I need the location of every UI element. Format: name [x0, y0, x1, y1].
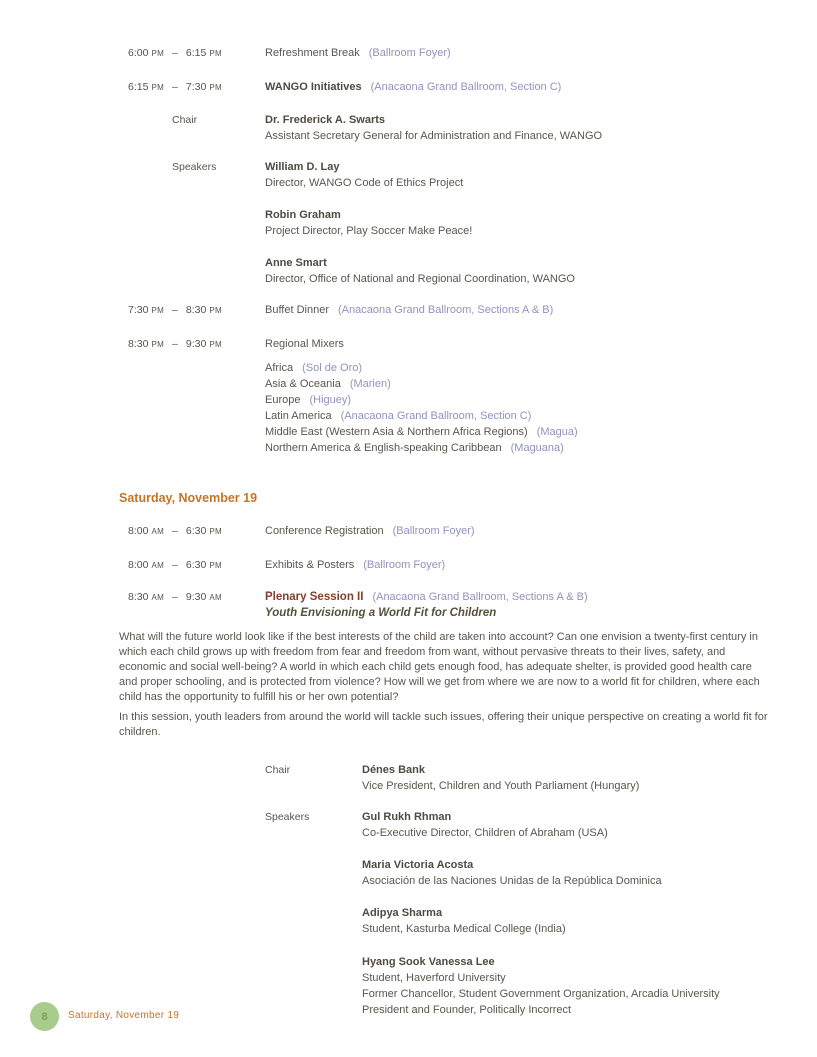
role-label: Speakers: [172, 161, 217, 173]
event-location: (Ballroom Foyer): [363, 559, 446, 571]
speaker-role: Asociación de las Naciones Unidas de la República Dominica: [362, 875, 662, 887]
page-number-badge: [30, 1002, 59, 1031]
schedule-row: [119, 302, 771, 319]
region-name: Africa: [265, 362, 294, 374]
time-start-period: AM: [151, 561, 165, 570]
event-location: (Ballroom Foyer): [368, 47, 451, 59]
section-heading: Saturday, November 19: [119, 491, 258, 505]
chair-row: [119, 762, 771, 794]
event-body: [265, 79, 771, 95]
page-content: [119, 45, 771, 1018]
role-label: Speakers: [265, 811, 310, 823]
time-end: 7:30: [185, 81, 207, 93]
time-separator: –: [172, 559, 178, 571]
region-location: (Anacaona Grand Ballroom, Section C): [340, 410, 532, 422]
person-block: [362, 905, 771, 937]
region-name: Northern America & English-speaking Caribbean: [265, 442, 502, 454]
region-name: Middle East (Western Asia & Northern Africa Regions): [265, 426, 528, 438]
chair-row: [119, 112, 771, 144]
person-block: [265, 207, 771, 239]
time-end-period: PM: [209, 49, 222, 58]
region-location: (Sol de Oro): [302, 362, 363, 374]
speaker-name: Hyang Sook Vanessa Lee: [362, 956, 495, 968]
mixer-item: [265, 392, 771, 408]
person-block: [265, 159, 771, 191]
region-name: Asia & Oceania: [265, 378, 341, 390]
time-end: 8:30: [185, 304, 207, 316]
event-location: (Anacaona Grand Ballroom, Section C): [370, 81, 562, 93]
speaker-row: [119, 159, 771, 191]
time-start: 8:00: [128, 525, 149, 537]
time-end: 6:15: [185, 47, 207, 59]
event-location: (Ballroom Foyer): [392, 525, 475, 537]
event-body: [265, 523, 771, 539]
region-name: Latin America: [265, 410, 332, 422]
time-start: 6:15: [128, 81, 149, 93]
event-title: Refreshment Break: [265, 47, 360, 59]
mixer-item: [265, 360, 771, 376]
time-range: [119, 336, 265, 353]
speaker-role: Student, Haverford University: [362, 972, 506, 984]
event-title: Regional Mixers: [265, 338, 344, 350]
speaker-role: Director, WANGO Code of Ethics Project: [265, 177, 464, 189]
speaker-row: [119, 857, 771, 889]
time-separator: –: [172, 81, 178, 93]
person-block: [362, 809, 771, 841]
time-end-period: AM: [209, 593, 222, 602]
speaker-name: Maria Victoria Acosta: [362, 859, 474, 871]
session-subtitle: Youth Envisioning a World Fit for Children: [265, 607, 497, 619]
event-body: [265, 557, 771, 573]
time-end: 9:30: [185, 591, 207, 603]
time-separator: –: [172, 525, 178, 537]
time-start: 8:30: [128, 591, 149, 603]
event-title: WANGO Initiatives: [265, 81, 362, 93]
time-end-period: PM: [209, 83, 222, 92]
session-description-paragraph: In this session, youth leaders from around the world will tackle such issues, offering their unique perspective on creating a world fit for children.: [119, 711, 768, 738]
region-location: (Maguana): [510, 442, 564, 454]
mixer-item: [265, 376, 771, 392]
region-location: (Marien): [349, 378, 391, 390]
time-range: [119, 523, 265, 540]
event-location: (Anacaona Grand Ballroom, Sections A & B): [338, 304, 554, 316]
mixer-item: [265, 408, 771, 424]
event-title: Buffet Dinner: [265, 304, 330, 316]
speaker-role: Project Director, Play Soccer Make Peace!: [265, 225, 473, 237]
event-body: [265, 336, 771, 456]
speaker-row: [119, 905, 771, 937]
time-start-period: PM: [151, 306, 165, 315]
schedule-row: [119, 79, 771, 96]
time-start-period: AM: [151, 593, 165, 602]
time-separator: –: [172, 338, 178, 350]
time-end-period: PM: [209, 561, 222, 570]
speaker-name: Dénes Bank: [362, 764, 425, 776]
person-block: [265, 112, 771, 144]
time-start-period: PM: [151, 83, 165, 92]
time-separator: –: [172, 304, 178, 316]
speaker-role: Student, Kasturba Medical College (India): [362, 923, 566, 935]
time-range: [119, 589, 265, 606]
time-start-period: PM: [151, 49, 165, 58]
time-start: 8:00: [128, 559, 149, 571]
region-location: (Higuey): [309, 394, 352, 406]
role-label: Chair: [265, 764, 291, 776]
speaker-name: Robin Graham: [265, 209, 341, 221]
event-body: [265, 589, 771, 621]
time-start: 6:00: [128, 47, 149, 59]
speaker-name: Dr. Frederick A. Swarts: [265, 114, 386, 126]
speaker-role: Vice President, Children and Youth Parliament (Hungary): [362, 780, 640, 792]
speaker-name: Gul Rukh Rhman: [362, 811, 452, 823]
speaker-role: Assistant Secretary General for Administration and Finance, WANGO: [265, 130, 603, 142]
session-description-paragraph: What will the future world look like if the best interests of the child are taken into account? Can one envision a twenty-first century in which each child grows up with freedom from fear and freedom from want, without pervasive threats to their lives, safety, and economic and social well-being? A world in which each child gets enough food, has adequate shelter, is provided good health care and proper schooling, and is protected from violence? How will we get from where we are now to a world fit for children, where each child has the opportunity to fulfill his or her own potential?: [119, 631, 760, 703]
schedule-row: [119, 523, 771, 540]
time-end-period: PM: [209, 527, 222, 536]
speaker-role: Director, Office of National and Regional Coordination, WANGO: [265, 273, 575, 285]
page-number: 8: [41, 1010, 48, 1023]
time-end: 6:30: [185, 559, 207, 571]
event-title: Exhibits & Posters: [265, 559, 355, 571]
footer-date: Saturday, November 19: [68, 1010, 180, 1021]
event-body: [265, 302, 771, 318]
time-start: 7:30: [128, 304, 149, 316]
session-title: Plenary Session II: [265, 591, 364, 603]
schedule-row: [119, 557, 771, 574]
time-start-period: AM: [151, 527, 165, 536]
person-block: [362, 857, 771, 889]
speaker-name: William D. Lay: [265, 161, 340, 173]
role-label: Chair: [172, 114, 198, 126]
mixer-item: [265, 440, 771, 456]
person-block: [362, 954, 771, 1018]
mixers-list: [265, 360, 771, 456]
schedule-row: [119, 45, 771, 62]
mixer-item: [265, 424, 771, 440]
time-end: 6:30: [185, 525, 207, 537]
schedule-row: [119, 336, 771, 456]
speaker-role: President and Founder, Politically Incorrect: [362, 1004, 572, 1016]
event-title: Conference Registration: [265, 525, 384, 537]
time-start: 8:30: [128, 338, 149, 350]
time-range: [119, 302, 265, 319]
speaker-row: [119, 255, 771, 287]
speaker-row: [119, 207, 771, 239]
event-location: (Anacaona Grand Ballroom, Sections A & B): [372, 591, 588, 603]
person-block: [362, 762, 771, 794]
session-title-line: [265, 589, 771, 605]
time-range: [119, 557, 265, 574]
time-separator: –: [172, 47, 178, 59]
event-body: [265, 45, 771, 61]
region-location: (Magua): [536, 426, 578, 438]
speaker-role: Co-Executive Director, Children of Abraham (USA): [362, 827, 608, 839]
time-end-period: PM: [209, 306, 222, 315]
speaker-name: Anne Smart: [265, 257, 327, 269]
time-end-period: PM: [209, 340, 222, 349]
speaker-role: Former Chancellor, Student Government Organization, Arcadia University: [362, 988, 720, 1000]
time-end: 9:30: [185, 338, 207, 350]
time-range: [119, 79, 265, 96]
person-block: [265, 255, 771, 287]
speaker-row: [119, 809, 771, 841]
speaker-row: [119, 954, 771, 1018]
speaker-name: Adipya Sharma: [362, 907, 443, 919]
time-range: [119, 45, 265, 62]
region-name: Europe: [265, 394, 301, 406]
time-separator: –: [172, 591, 178, 603]
time-start-period: PM: [151, 340, 165, 349]
schedule-row: [119, 589, 771, 621]
